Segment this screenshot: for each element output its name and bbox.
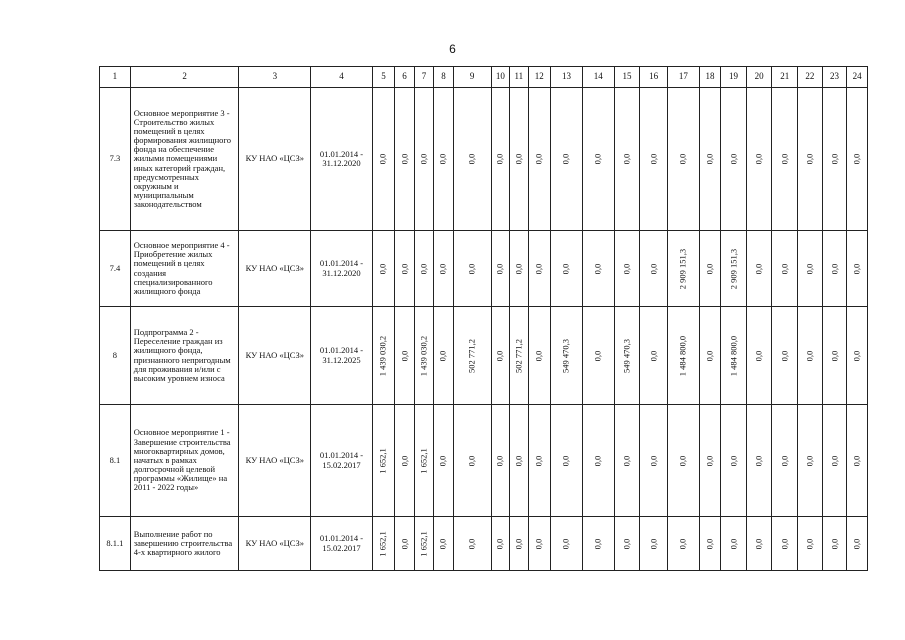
table-row [100, 231, 868, 307]
column-number: 20 [746, 67, 772, 88]
value-text: 0,0 [828, 350, 839, 361]
value-text: 0,0 [592, 455, 603, 466]
value-cell [746, 517, 772, 571]
value-cell [614, 307, 640, 405]
value-text: 0,0 [418, 263, 429, 274]
value-text: 0,0 [437, 263, 448, 274]
value-text: 0,0 [513, 263, 524, 274]
value-text: 0,0 [704, 455, 715, 466]
row-number: 8.1.1 [100, 517, 131, 571]
value-cell [582, 231, 614, 307]
value-text: 0,0 [851, 153, 862, 165]
table-row [100, 517, 868, 571]
value-cell [772, 517, 798, 571]
value-text: 0,0 [621, 263, 632, 274]
value-text: 0,0 [398, 263, 409, 274]
value-text: 0,0 [851, 455, 862, 466]
value-cell [528, 307, 551, 405]
value-text: 0,0 [560, 455, 571, 466]
value-cell [822, 88, 847, 231]
value-text: 0,0 [592, 263, 603, 274]
value-cell [510, 307, 528, 405]
value-cell [434, 405, 453, 517]
value-cell [699, 231, 721, 307]
value-cell [772, 88, 798, 231]
value-text: 0,0 [727, 538, 738, 549]
row-number: 7.4 [100, 231, 131, 307]
value-cell [395, 517, 414, 571]
period: 01.01.2014 - 31.12.2020 [311, 231, 373, 307]
value-cell [491, 517, 509, 571]
value-text: 1 439 030,2 [377, 335, 388, 376]
value-text: 0,0 [647, 263, 658, 274]
value-text: 0,0 [828, 455, 839, 466]
table-row [100, 307, 868, 405]
value-cell [491, 88, 509, 231]
value-cell [772, 307, 798, 405]
value-text: 0,0 [677, 538, 688, 549]
value-text: 1 652,1 [418, 530, 429, 557]
value-cell [510, 517, 528, 571]
value-text: 0,0 [647, 153, 658, 165]
column-number: 15 [614, 67, 640, 88]
value-cell [721, 88, 747, 231]
value-cell [414, 517, 433, 571]
value-text: 0,0 [533, 455, 544, 466]
column-number: 14 [582, 67, 614, 88]
column-number: 6 [395, 67, 414, 88]
value-text: 0,0 [437, 455, 448, 466]
value-cell [372, 307, 395, 405]
value-text: 0,0 [437, 153, 448, 165]
value-text: 1 652,1 [377, 530, 388, 557]
value-cell [551, 405, 583, 517]
value-text: 0,0 [804, 153, 815, 165]
column-number: 9 [453, 67, 491, 88]
value-text: 0,0 [804, 350, 815, 361]
value-cell [640, 307, 668, 405]
value-cell [510, 88, 528, 231]
value-cell [847, 231, 868, 307]
table-row [100, 88, 868, 231]
value-text: 0,0 [677, 455, 688, 466]
value-text: 0,0 [377, 263, 388, 274]
value-text: 0,0 [828, 538, 839, 549]
value-cell [822, 307, 847, 405]
executor: КУ НАО «ЦСЗ» [239, 88, 311, 231]
value-cell [699, 517, 721, 571]
table-body [100, 67, 868, 571]
value-text: 0,0 [513, 538, 524, 549]
value-text: 2 909 151,3 [677, 248, 688, 289]
value-cell [582, 307, 614, 405]
value-cell [699, 307, 721, 405]
value-cell [372, 231, 395, 307]
value-text: 0,0 [398, 538, 409, 549]
value-cell [491, 405, 509, 517]
value-text: 1 484 800,0 [677, 335, 688, 376]
value-cell [746, 88, 772, 231]
value-cell [528, 88, 551, 231]
value-cell [746, 405, 772, 517]
value-text: 0,0 [804, 263, 815, 274]
period: 01.01.2014 - 31.12.2020 [311, 88, 373, 231]
value-text: 0,0 [704, 263, 715, 274]
row-number: 7.3 [100, 88, 131, 231]
measure-name: Подпрограмма 2 - Переселение граждан из жилищного фонда, признанного непригодным для проживания и/или с высоким уровнем износа [130, 307, 239, 405]
value-cell [614, 88, 640, 231]
value-text: 0,0 [513, 153, 524, 165]
value-cell [453, 307, 491, 405]
value-text: 0,0 [779, 538, 790, 549]
value-cell [582, 88, 614, 231]
value-text: 0,0 [398, 153, 409, 165]
period: 01.01.2014 - 31.12.2025 [311, 307, 373, 405]
value-text: 0,0 [677, 153, 688, 165]
column-number: 19 [721, 67, 747, 88]
value-cell [822, 405, 847, 517]
value-cell [434, 307, 453, 405]
value-text: 0,0 [560, 538, 571, 549]
value-cell [528, 517, 551, 571]
value-text: 1 439 030,2 [418, 335, 429, 376]
value-text: 0,0 [727, 153, 738, 165]
value-cell [434, 517, 453, 571]
value-text: 0,0 [804, 455, 815, 466]
table-row [100, 405, 868, 517]
value-cell [372, 405, 395, 517]
column-number: 1 [100, 67, 131, 88]
value-cell [798, 231, 823, 307]
column-number: 24 [847, 67, 868, 88]
value-text: 0,0 [437, 350, 448, 361]
value-text: 0,0 [621, 455, 632, 466]
value-text: 0,0 [779, 350, 790, 361]
value-cell [614, 231, 640, 307]
value-text: 0,0 [828, 153, 839, 165]
value-text: 0,0 [494, 538, 505, 549]
value-cell [414, 307, 433, 405]
column-number: 16 [640, 67, 668, 88]
value-text: 0,0 [466, 455, 477, 466]
value-text: 0,0 [621, 538, 632, 549]
value-text: 0,0 [377, 153, 388, 165]
value-cell [510, 231, 528, 307]
column-number: 3 [239, 67, 311, 88]
executor: КУ НАО «ЦСЗ» [239, 231, 311, 307]
value-cell [434, 88, 453, 231]
value-text: 0,0 [851, 350, 862, 361]
value-text: 0,0 [779, 263, 790, 274]
value-text: 0,0 [779, 153, 790, 165]
measure-name: Основное мероприятие 1 - Завершение строительства многоквартирных домов, начатых в рамках долгосрочной целевой программы «Жилище» на 2011 - 2022 годы» [130, 405, 239, 517]
value-cell [414, 405, 433, 517]
value-cell [822, 517, 847, 571]
value-text: 0,0 [398, 455, 409, 466]
value-cell [721, 405, 747, 517]
value-text: 0,0 [533, 153, 544, 165]
value-cell [667, 88, 699, 231]
column-number: 11 [510, 67, 528, 88]
value-text: 0,0 [494, 455, 505, 466]
value-cell [699, 405, 721, 517]
program-table [99, 66, 868, 571]
value-cell [582, 405, 614, 517]
column-number: 18 [699, 67, 721, 88]
value-cell [614, 405, 640, 517]
value-cell [414, 231, 433, 307]
value-text: 0,0 [513, 455, 524, 466]
value-cell [551, 231, 583, 307]
value-cell [667, 517, 699, 571]
value-cell [798, 517, 823, 571]
value-text: 0,0 [704, 350, 715, 361]
value-cell [414, 88, 433, 231]
value-cell [395, 88, 414, 231]
value-text: 549 470,3 [621, 338, 632, 373]
value-cell [453, 88, 491, 231]
value-text: 2 909 151,3 [727, 248, 738, 289]
value-text: 0,0 [647, 538, 658, 549]
row-number: 8.1 [100, 405, 131, 517]
value-text: 0,0 [621, 153, 632, 165]
value-text: 0,0 [704, 538, 715, 549]
value-cell [395, 231, 414, 307]
value-text: 0,0 [437, 538, 448, 549]
value-cell [510, 405, 528, 517]
column-number: 21 [772, 67, 798, 88]
value-cell [640, 517, 668, 571]
column-number: 7 [414, 67, 433, 88]
value-cell [640, 88, 668, 231]
value-text: 502 771,2 [466, 338, 477, 373]
value-cell [582, 517, 614, 571]
value-cell [822, 231, 847, 307]
value-cell [721, 307, 747, 405]
value-cell [699, 88, 721, 231]
column-number: 13 [551, 67, 583, 88]
value-cell [491, 231, 509, 307]
value-cell [614, 517, 640, 571]
value-text: 0,0 [466, 263, 477, 274]
value-cell [372, 88, 395, 231]
value-text: 0,0 [560, 263, 571, 274]
value-text: 0,0 [466, 153, 477, 165]
column-number-row [100, 67, 868, 88]
value-text: 0,0 [851, 263, 862, 274]
value-cell [847, 307, 868, 405]
value-cell [772, 405, 798, 517]
value-text: 0,0 [753, 455, 764, 466]
column-number: 5 [372, 67, 395, 88]
value-cell [746, 231, 772, 307]
value-text: 0,0 [647, 350, 658, 361]
value-text: 0,0 [533, 350, 544, 361]
value-text: 1 652,1 [418, 447, 429, 474]
value-cell [667, 405, 699, 517]
value-cell [551, 88, 583, 231]
column-number: 8 [434, 67, 453, 88]
value-text: 0,0 [851, 538, 862, 549]
value-text: 0,0 [418, 153, 429, 165]
executor: КУ НАО «ЦСЗ» [239, 517, 311, 571]
value-cell [847, 88, 868, 231]
value-cell [528, 405, 551, 517]
value-cell [798, 307, 823, 405]
value-text: 0,0 [753, 350, 764, 361]
value-text: 0,0 [592, 153, 603, 165]
value-cell [847, 405, 868, 517]
value-cell [721, 231, 747, 307]
value-text: 0,0 [753, 538, 764, 549]
value-cell [667, 231, 699, 307]
value-cell [372, 517, 395, 571]
value-text: 0,0 [828, 263, 839, 274]
column-number: 23 [822, 67, 847, 88]
value-cell [640, 405, 668, 517]
column-number: 17 [667, 67, 699, 88]
value-cell [798, 405, 823, 517]
value-text: 0,0 [592, 350, 603, 361]
value-cell [453, 405, 491, 517]
value-cell [551, 517, 583, 571]
value-text: 0,0 [592, 538, 603, 549]
measure-name: Основное мероприятие 4 - Приобретение жилых помещений в целях создания специализированного жилищного фонда [130, 231, 239, 307]
value-text: 549 470,3 [560, 338, 571, 373]
value-text: 0,0 [398, 350, 409, 361]
period: 01.01.2014 - 15.02.2017 [311, 405, 373, 517]
value-cell [798, 88, 823, 231]
value-text: 1 484 800,0 [727, 335, 738, 376]
value-cell [528, 231, 551, 307]
value-cell [453, 231, 491, 307]
value-text: 0,0 [494, 153, 505, 165]
value-text: 0,0 [753, 153, 764, 165]
value-text: 0,0 [533, 263, 544, 274]
executor: КУ НАО «ЦСЗ» [239, 307, 311, 405]
value-text: 502 771,2 [513, 338, 524, 373]
period: 01.01.2014 - 15.02.2017 [311, 517, 373, 571]
column-number: 10 [491, 67, 509, 88]
value-text: 0,0 [804, 538, 815, 549]
column-number: 12 [528, 67, 551, 88]
value-text: 0,0 [494, 263, 505, 274]
value-text: 0,0 [727, 455, 738, 466]
value-cell [395, 405, 414, 517]
column-number: 2 [130, 67, 239, 88]
value-text: 1 652,1 [377, 447, 388, 474]
row-number: 8 [100, 307, 131, 405]
value-text: 0,0 [560, 153, 571, 165]
value-text: 0,0 [466, 538, 477, 549]
value-text: 0,0 [494, 350, 505, 361]
value-cell [640, 231, 668, 307]
value-cell [395, 307, 414, 405]
value-cell [746, 307, 772, 405]
value-text: 0,0 [753, 263, 764, 274]
value-text: 0,0 [647, 455, 658, 466]
column-number: 22 [798, 67, 823, 88]
value-text: 0,0 [704, 153, 715, 165]
value-text: 0,0 [779, 455, 790, 466]
column-number: 4 [311, 67, 373, 88]
measure-name: Основное мероприятие 3 - Строительство жилых помещений в целях формирования жилищного фонда на обеспечение жилыми помещениями иных категорий граждан, предусмотренных окружным и муниципальным законодательством [130, 88, 239, 231]
value-cell [453, 517, 491, 571]
value-cell [721, 517, 747, 571]
executor: КУ НАО «ЦСЗ» [239, 405, 311, 517]
value-cell [772, 231, 798, 307]
value-cell [551, 307, 583, 405]
value-text: 0,0 [533, 538, 544, 549]
page-number: 6 [449, 42, 456, 56]
measure-name: Выполнение работ по завершению строительства 4-х квартирного жилого [130, 517, 239, 571]
value-cell [847, 517, 868, 571]
value-cell [667, 307, 699, 405]
value-cell [434, 231, 453, 307]
value-cell [491, 307, 509, 405]
